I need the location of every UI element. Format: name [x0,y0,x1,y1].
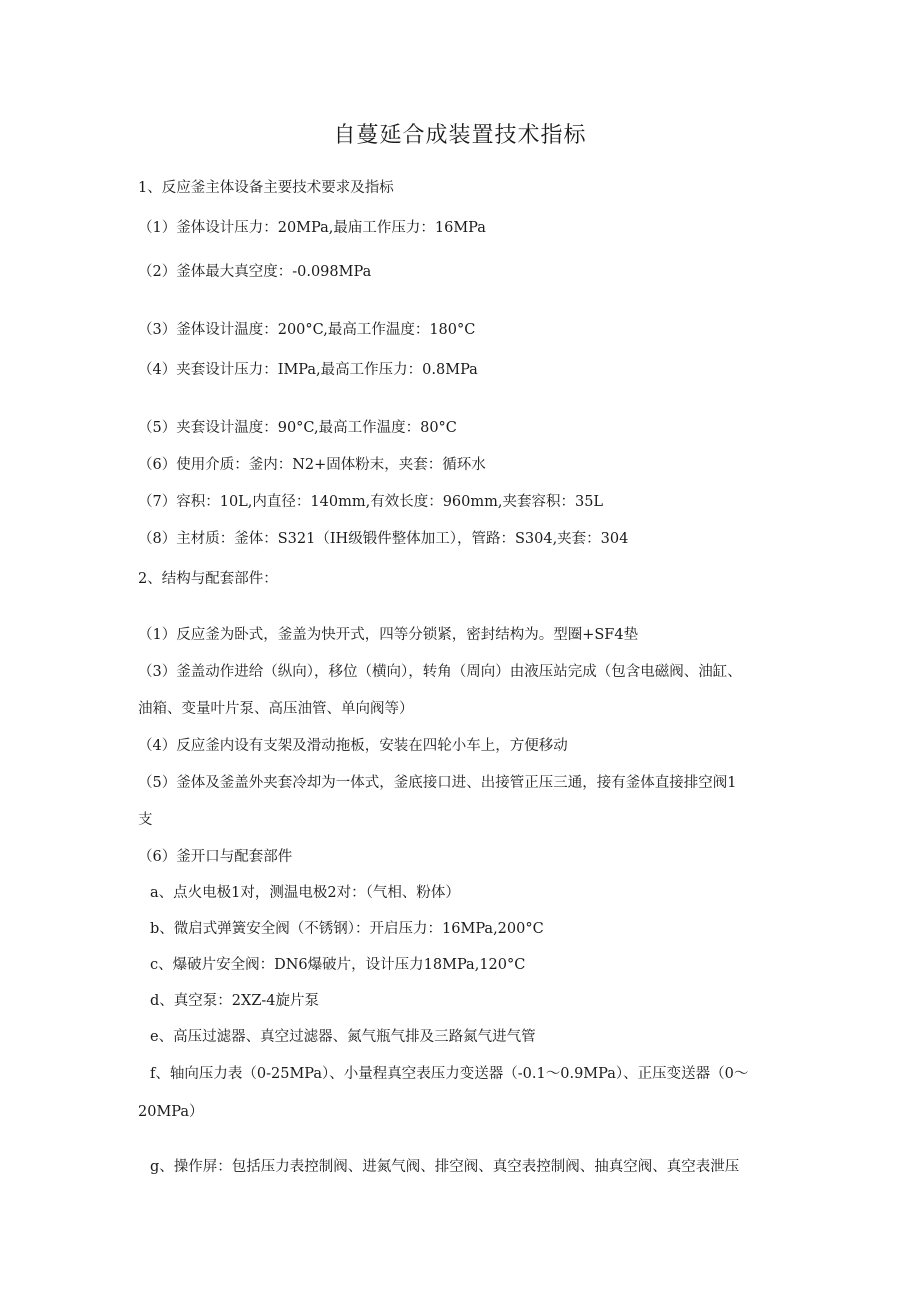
spec-line: （4）反应釜内设有支架及滑动拖板，安装在四轮小车上，方便移动 [138,738,568,754]
sub-item-continued: 20MPa） [138,1104,204,1120]
document-title: 自蔓延合成装置技术指标 [333,123,587,148]
spec-line: （5）釜体及釜盖外夹套冷却为一体式，釜底接口进、出接管正压三通，接有釜体直接排空阀1 [138,775,737,791]
spec-line: （8）主材质：釜体：S321（IH级锻件整体加工），管路：S304,夹套：304 [138,531,629,547]
sub-item: c、爆破片安全阀：DN6爆破片，设计压力18MPa,120°C [150,957,526,973]
spec-line: （6）使用介质：釜内：N2+固体粉末，夹套：循环水 [138,457,486,473]
sub-item: b、微启式弹簧安全阀（不锈钢）：开启压力：16MPa,200°C [150,921,544,937]
spec-line-continued: 支 [138,812,153,828]
spec-line: （3）釜体设计温度：200°C,最高工作温度：180°C [138,322,476,338]
spec-line: （5）夹套设计温度：90°C,最高工作温度：80°C [138,420,457,436]
sub-item: d、真空泵：2XZ-4旋片泵 [150,993,320,1009]
spec-line-continued: 油箱、变量叶片泵、高压油管、单向阀等） [138,701,414,717]
sub-item: f、轴向压力表（0-25MPa）、小量程真空表压力变送器（-0.1～0.9MPa）、正压变送器（0～ [150,1066,749,1082]
sub-item: g、操作屏：包括压力表控制阀、进氮气阀、排空阀、真空表控制阀、抽真空阀、真空表泄压 [150,1159,740,1175]
spec-line: （6）釜开口与配套部件 [138,849,293,865]
section-heading: 1、反应釜主体设备主要技术要求及指标 [138,180,394,196]
section-heading: 2、结构与配套部件： [138,571,278,587]
spec-line: （3）釜盖动作进给（纵向），移位（横向），转角（周向）由液压站完成（包含电磁阀、油缸、 [138,664,742,680]
sub-item: a、点火电极1对，测温电极2对：（气相、粉体） [150,885,460,901]
spec-line: （7）容积：10L,内直径：140mm,有效长度：960mm,夹套容积：35L [138,494,604,510]
spec-line: （4）夹套设计压力：IMPa,最高工作压力：0.8MPa [138,362,478,378]
spec-line: （1）反应釜为卧式，釜盖为快开式，四等分锁紧，密封结构为。型圈+SF4垫 [138,627,639,643]
spec-line: （2）釜体最大真空度：-0.098MPa [138,264,372,280]
spec-line: （1）釜体设计压力：20MPa,最庙工作压力：16MPa [138,220,486,236]
sub-item: e、高压过滤器、真空过滤器、氮气瓶气排及三路氮气进气管 [150,1029,536,1045]
